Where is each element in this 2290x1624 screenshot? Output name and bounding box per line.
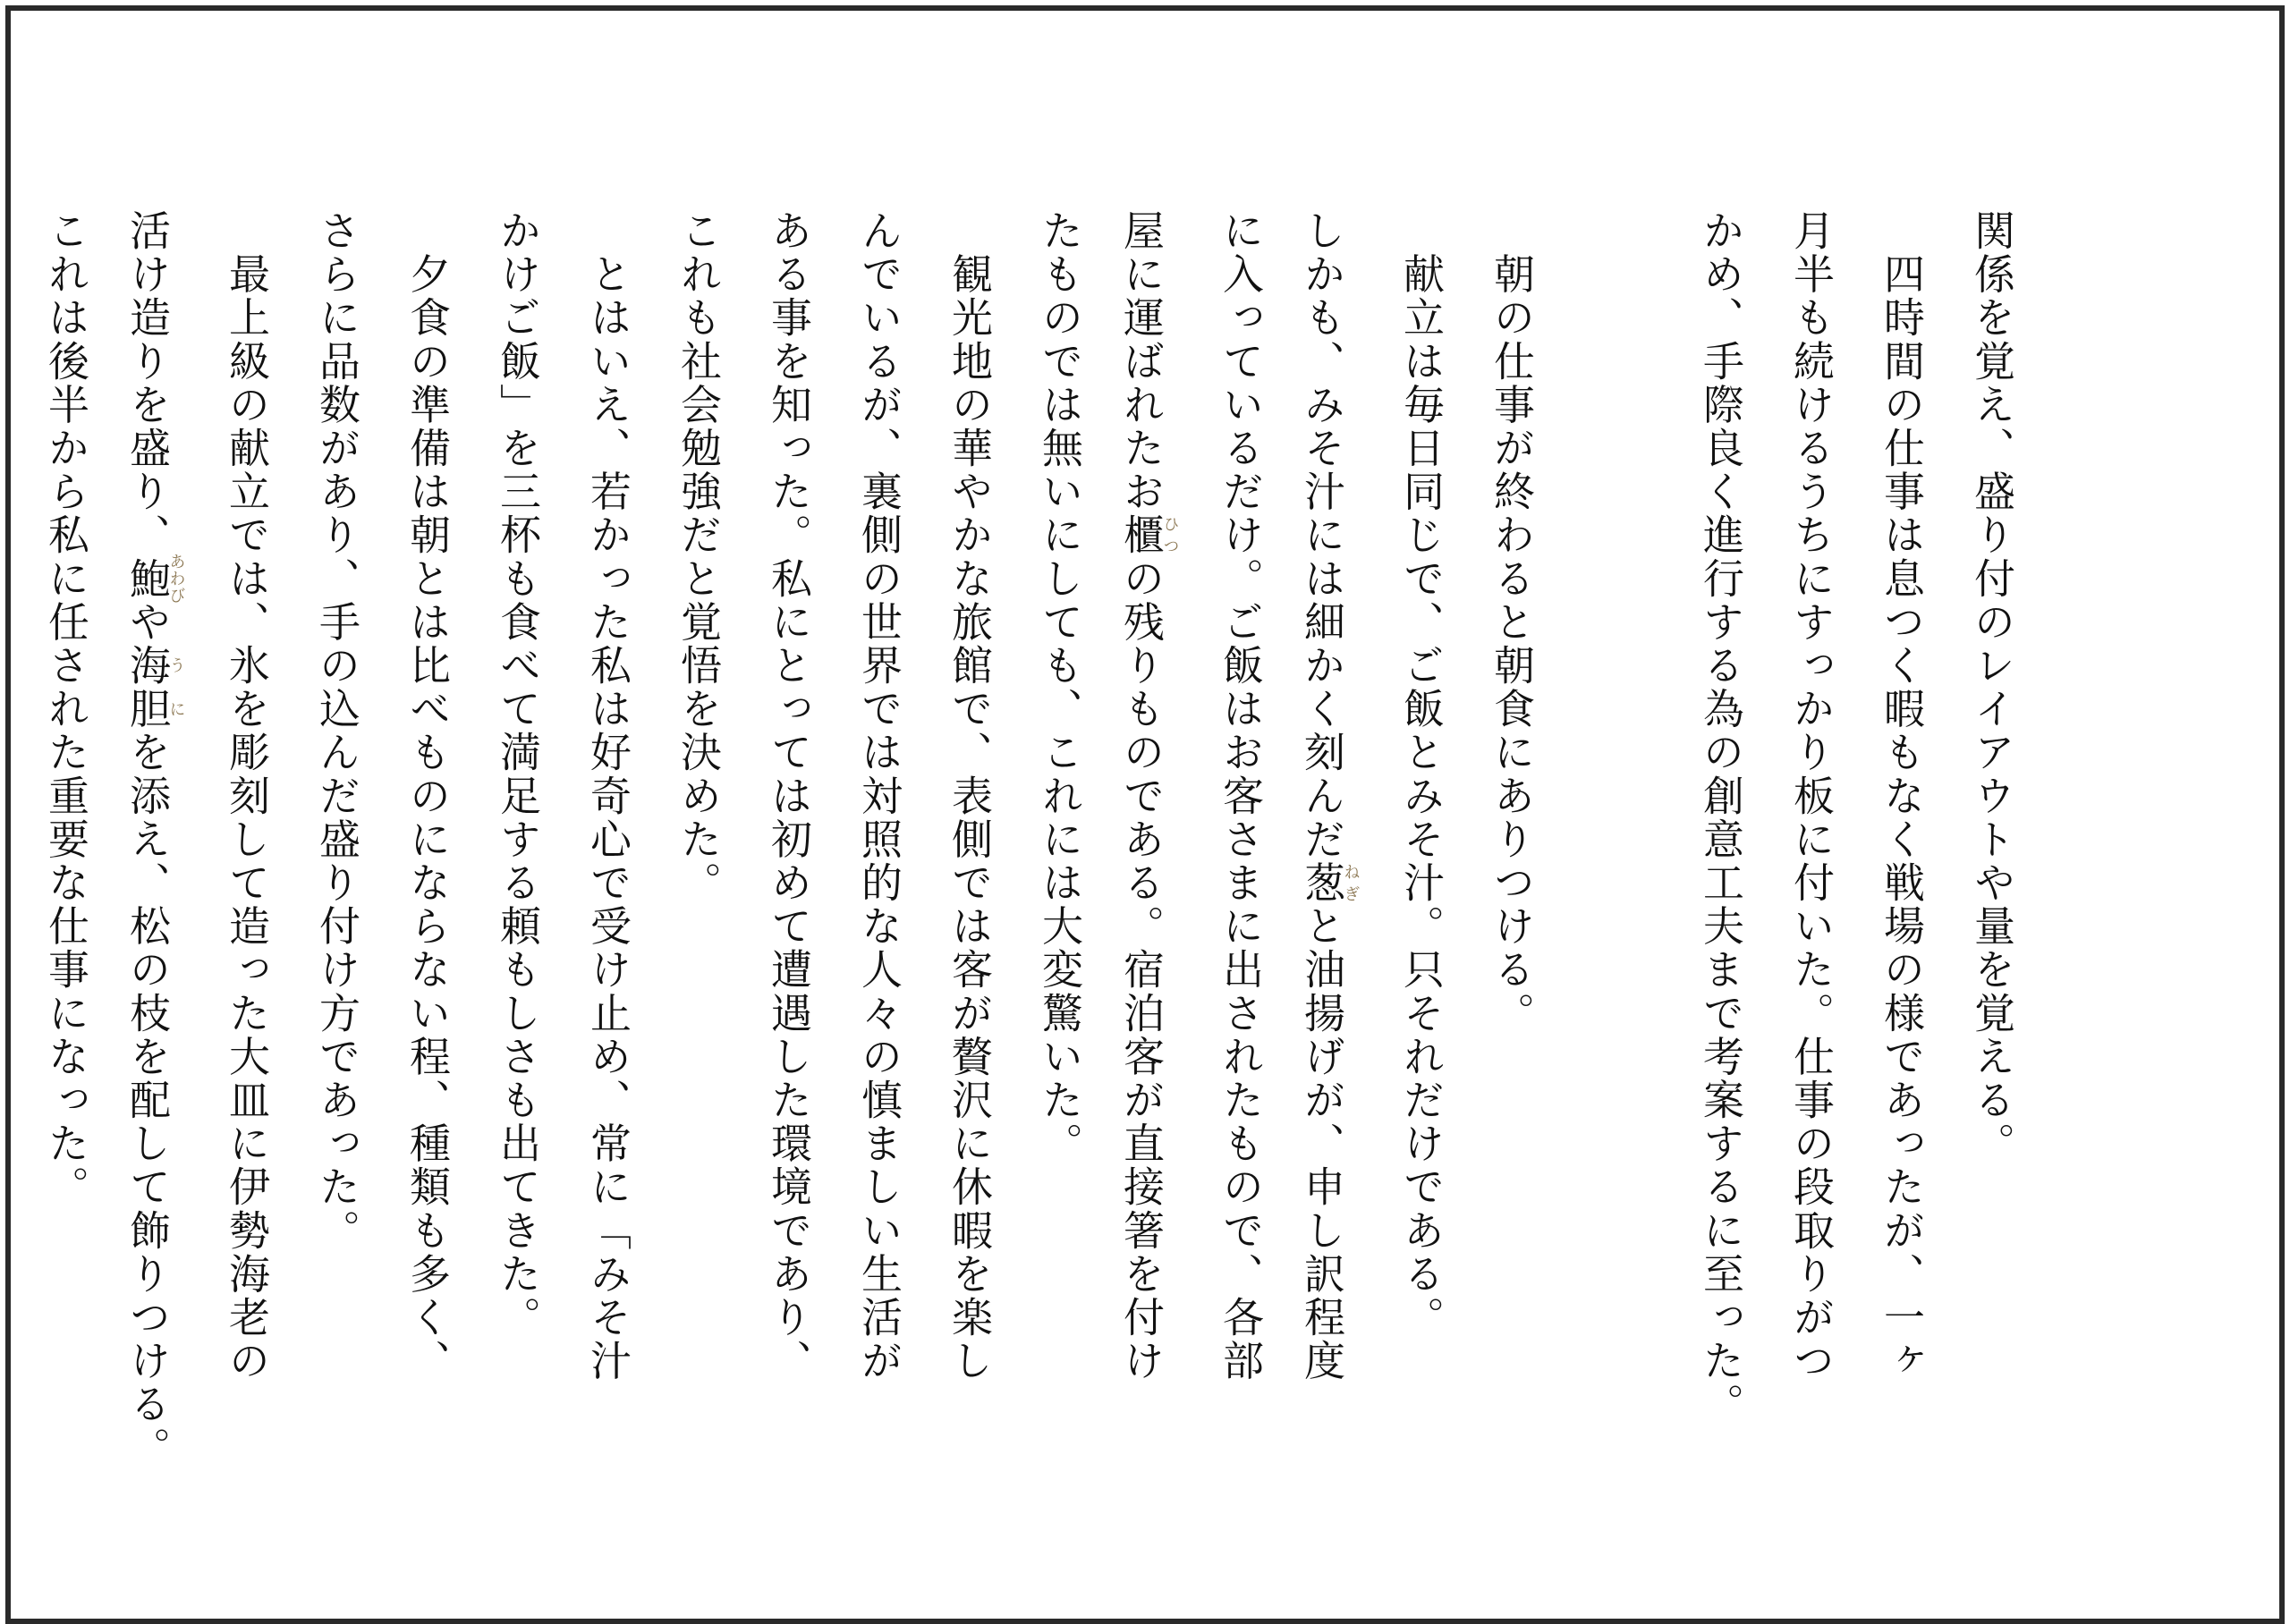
text-line: 朝の仕事が終わると朝食にありつける。 — [1488, 209, 1536, 1036]
line-text: を添え、松の枝を配して飾りつける。 — [123, 731, 172, 1470]
text-line: ある事を知った。私にとっては初めて遭遇した環境であり、 — [765, 209, 813, 1383]
text-line — [1298, 209, 1361, 1383]
text-line: 夕食の準備は朝とは比べものにならない程、種類も多く、 — [403, 209, 452, 1383]
ruby-reading: あわび — [166, 553, 186, 605]
text-line: んでいるが、裏側の世界では対照的な人々の慎ましい生活が — [855, 209, 903, 1383]
ruby-reading: ねぎ — [1341, 861, 1361, 905]
line-text: しかも、みそ汁には細かく刻んだ — [1298, 209, 1346, 861]
ruby-base: 櫃 — [1117, 513, 1166, 557]
text-line: 最上級の献立では、氷を彫刻して造った大皿に伊勢海老の — [223, 209, 271, 1383]
text-line: 観光地の華やかな旅館で、表側では客が贅沢に休暇を楽し — [946, 209, 994, 1383]
text-line: とはいえ、若かった私は好奇心で受け止め、常に「みそ汁 — [584, 209, 632, 1383]
text-line: 四時間の仕事は息つく暇もなく戦場の様であったが、一ヶ — [1878, 209, 1926, 1383]
text-line: 献立は毎日同じで、ご飯とみそ汁。只それだけである。 — [1397, 209, 1446, 1340]
text-line: 月半も続けるうちにすっかり板に付いた。仕事の段取りがつ — [1787, 209, 1836, 1383]
ruby-base: 葱 — [1298, 861, 1346, 905]
line-text: 屋に運ばれたお — [1117, 209, 1166, 514]
ruby-base: 鮑 — [123, 553, 172, 605]
text-line: 関係を覚え、盛り付のレイアウトや量を覚える。 — [1968, 209, 2016, 1166]
text-line: これも社会勉強だと覚悟を決めた。 — [674, 209, 723, 905]
line-text: 活け造りを盛り、 — [123, 209, 172, 557]
line-text: と油揚げが、申し訳程度 — [1298, 904, 1346, 1383]
text-line — [123, 209, 186, 1470]
text-line — [1117, 209, 1180, 1383]
line-text: や — [123, 600, 172, 645]
ruby-word — [1298, 861, 1361, 905]
line-text: の残りものである。宿泊客が直接箸を付け — [1117, 556, 1166, 1383]
text-line: さらに品数があり、手の込んだ盛り付け方であった。 — [313, 209, 361, 1253]
text-line: に入っているだけ。ご飯はお客さまに出されたもので、各部 — [1217, 209, 1265, 1383]
text-line: これは後半から私に任された重要な仕事になった。 — [42, 209, 90, 1209]
text-line: かけご飯」を三杯も食べて満足する頼もしさも出てきた。 — [494, 209, 542, 1340]
ruby-reading: ひつ — [1160, 513, 1180, 557]
ruby-word — [123, 553, 186, 605]
ruby-word — [123, 644, 186, 732]
ruby-reading: うに — [166, 644, 186, 732]
text-line: たものでは無いにしても、これには大変驚いた。 — [1036, 209, 1084, 1166]
ruby-word — [1117, 513, 1180, 557]
text-line: かめ、手際良く進行する為の創意工夫まで考案するに至った。 — [1697, 209, 1745, 1426]
ruby-base: 海胆 — [123, 644, 172, 732]
